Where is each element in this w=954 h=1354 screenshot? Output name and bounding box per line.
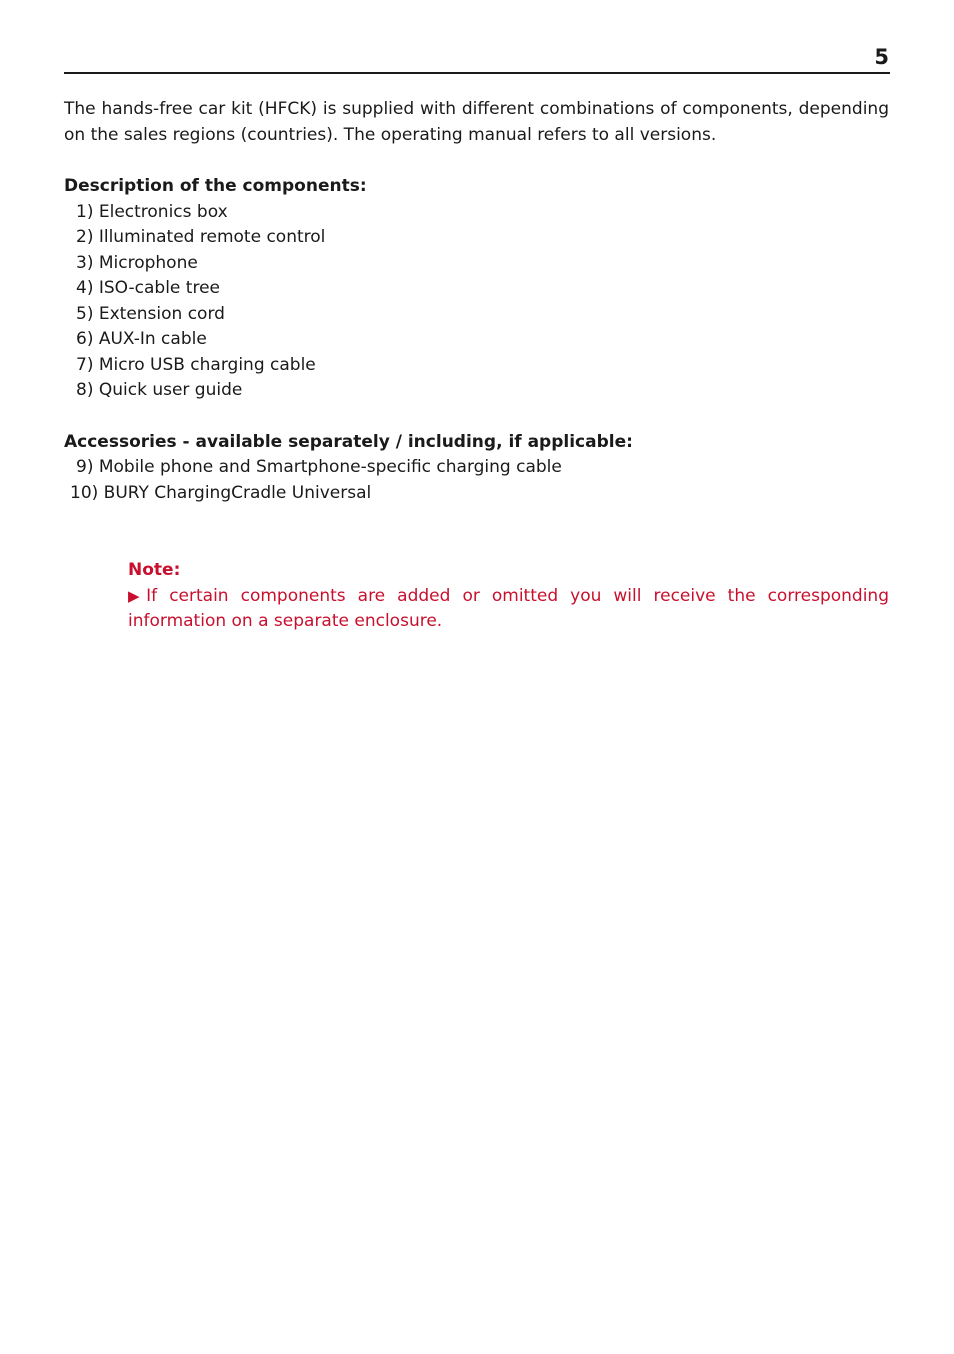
note-text-block bbox=[128, 584, 889, 635]
note-label: Note: bbox=[128, 560, 181, 580]
note-text: If certain components are added or omitted you will receive the corresponding information on a separate enclosure. bbox=[128, 585, 889, 631]
list-item: 3) Microphone bbox=[76, 252, 198, 273]
page-content bbox=[64, 97, 889, 635]
play-triangle-icon: ▶ bbox=[128, 586, 147, 605]
accessories-list bbox=[64, 455, 889, 506]
header-rule bbox=[64, 72, 890, 74]
list-item: 4) ISO-cable tree bbox=[76, 278, 220, 298]
list-item: 10) BURY ChargingCradle Universal bbox=[70, 482, 372, 503]
list-item: 8) Quick user guide bbox=[76, 380, 243, 400]
note-box bbox=[128, 558, 889, 635]
list-item: 9) Mobile phone and Smartphone-specific charging cable bbox=[76, 457, 562, 477]
components-heading: Description of the components: bbox=[64, 176, 367, 196]
list-item: 6) AUX-In cable bbox=[76, 329, 207, 349]
list-item: 2) Illuminated remote control bbox=[76, 227, 326, 247]
list-item: 1) Electronics box bbox=[76, 201, 228, 222]
list-item: 5) Extension cord bbox=[76, 303, 225, 324]
list-item: 7) Micro USB charging cable bbox=[76, 354, 316, 375]
page-number: 5 bbox=[874, 45, 889, 69]
components-list bbox=[64, 200, 889, 404]
intro-paragraph: The hands-free car kit (HFCK) is supplied with different combinations of components, depending on the sales regions (countries). The operating manual refers to all versions. bbox=[64, 99, 889, 145]
accessories-heading: Accessories - available separately / including, if applicable: bbox=[64, 431, 633, 452]
